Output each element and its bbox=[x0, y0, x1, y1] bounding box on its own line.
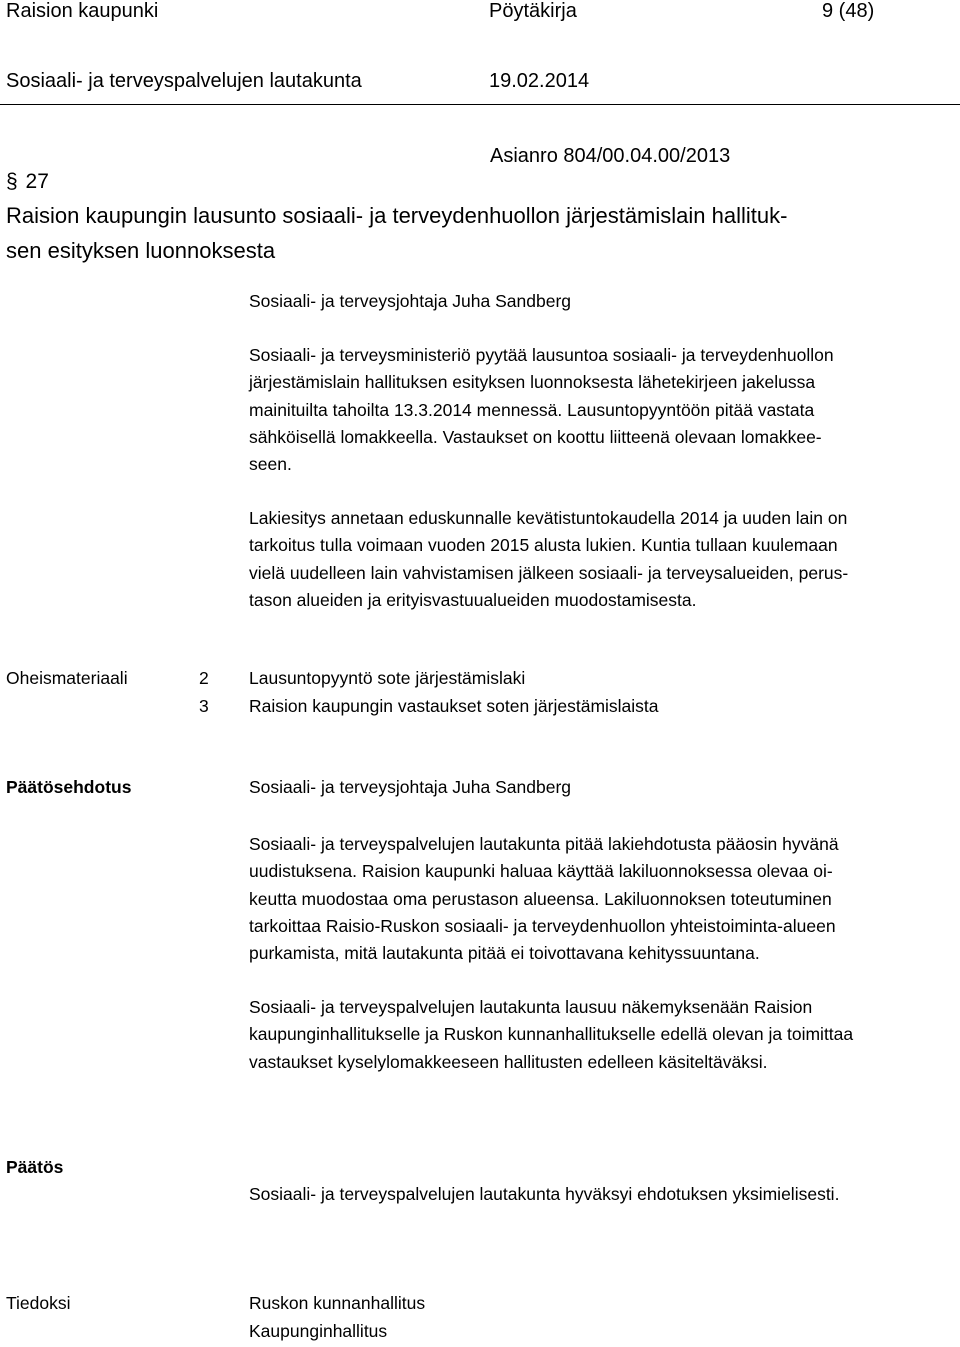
proposal-paragraph-1 bbox=[249, 831, 839, 967]
text-line: kaupunginhallitukselle ja Ruskon kunnanhallitukselle edellä olevan ja toimittaa bbox=[249, 1024, 854, 1045]
proposal-label: Päätösehdotus bbox=[6, 777, 132, 797]
header-org: Raision kaupunki bbox=[6, 0, 159, 22]
decision-text: Sosiaali- ja terveyspalvelujen lautakunta hyväksyi ehdotuksen yksimielisesti. bbox=[249, 1184, 840, 1204]
section-title-line: sen esityksen luonnoksesta bbox=[6, 238, 276, 263]
proposal-presenter: Sosiaali- ja terveysjohtaja Juha Sandberg bbox=[249, 777, 571, 797]
header-divider bbox=[0, 104, 960, 105]
text-line: Sosiaali- ja terveysministeriö pyytää lausuntoa sosiaali- ja terveydenhuollon bbox=[249, 345, 834, 365]
paragraph-1 bbox=[249, 342, 834, 478]
text-line: purkamista, mitä lautakunta pitää ei toivottavana kehityssuuntana. bbox=[249, 943, 760, 964]
text-line: Lakiesitys annetaan eduskunnalle kevätistuntokaudella 2014 ja uuden lain on bbox=[249, 508, 848, 528]
text-line: järjestämislain hallituksen esityksen luonnoksesta lähetekirjeen jakelussa bbox=[249, 372, 816, 393]
text-line: Sosiaali- ja terveyspalvelujen lautakunta pitää lakiehdotusta pääosin hyvänä bbox=[249, 834, 839, 854]
text-line: uudistuksena. Raision kaupunki haluaa käyttää lakiluonnoksessa olevaa oi- bbox=[249, 861, 833, 882]
decision-label: Päätös bbox=[6, 1157, 64, 1177]
text-line: seen. bbox=[249, 454, 292, 475]
section-symbol: § bbox=[6, 170, 18, 193]
presenter: Sosiaali- ja terveysjohtaja Juha Sandberg bbox=[249, 291, 571, 311]
attachment-link[interactable]: Raision kaupungin vastaukset soten järjestämislaista bbox=[249, 696, 659, 716]
section-number-value: 27 bbox=[25, 170, 49, 193]
distribution-item: Ruskon kunnanhallitus bbox=[249, 1293, 426, 1313]
attachments-label: Oheismateriaali bbox=[6, 668, 128, 688]
text-line: vielä uudelleen lain vahvistamisen jälkeen sosiaali- ja terveysalueiden, perus- bbox=[249, 562, 849, 583]
text-line: Sosiaali- ja terveyspalvelujen lautakunta lausuu näkemyksenään Raision bbox=[249, 997, 813, 1017]
text-line: sähköisellä lomakkeella. Vastaukset on koottu liitteenä olevaan lomakkee- bbox=[249, 426, 822, 447]
proposal-paragraph-2 bbox=[249, 994, 853, 1076]
section-title-line: Raision kaupungin lausunto sosiaali- ja terveydenhuollon järjestämislain hallituk- bbox=[6, 203, 788, 228]
section-title bbox=[6, 198, 787, 268]
case-number: Asianro 804/00.04.00/2013 bbox=[490, 145, 731, 167]
header-date: 19.02.2014 bbox=[489, 70, 590, 92]
paragraph-2 bbox=[249, 505, 848, 614]
text-line: mainituilta tahoilta 13.3.2014 mennessä. Lausuntopyyntöön pitää vastata bbox=[249, 399, 815, 420]
header-doc-type: Pöytäkirja bbox=[489, 0, 577, 22]
distribution-label: Tiedoksi bbox=[6, 1293, 71, 1313]
text-line: tarkoittaa Raisio-Ruskon sosiaali- ja terveydenhuollon yhteistoiminta-alueen bbox=[249, 915, 836, 936]
text-line: keutta muodostaa oma perustason alueensa. Lakiluonnoksen toteutuminen bbox=[249, 888, 832, 909]
header-page-number: 9 (48) bbox=[822, 0, 875, 22]
header-board: Sosiaali- ja terveyspalvelujen lautakunta bbox=[6, 70, 362, 92]
text-line: vastaukset kyselylomakkeeseen hallitusten edelleen käsiteltäväksi. bbox=[249, 1051, 768, 1072]
text-line: tarkoitus tulla voimaan vuoden 2015 alusta lukien. Kuntia tullaan kuulemaan bbox=[249, 535, 838, 556]
attachment-number: 3 bbox=[199, 696, 209, 716]
attachment-link[interactable]: Lausuntopyyntö sote järjestämislaki bbox=[249, 668, 526, 688]
attachment-number: 2 bbox=[199, 668, 209, 688]
text-line: tason alueiden ja erityisvastuualueiden muodostamisesta. bbox=[249, 589, 697, 610]
distribution-item: Kaupunginhallitus bbox=[249, 1321, 388, 1341]
section-number bbox=[6, 170, 49, 194]
